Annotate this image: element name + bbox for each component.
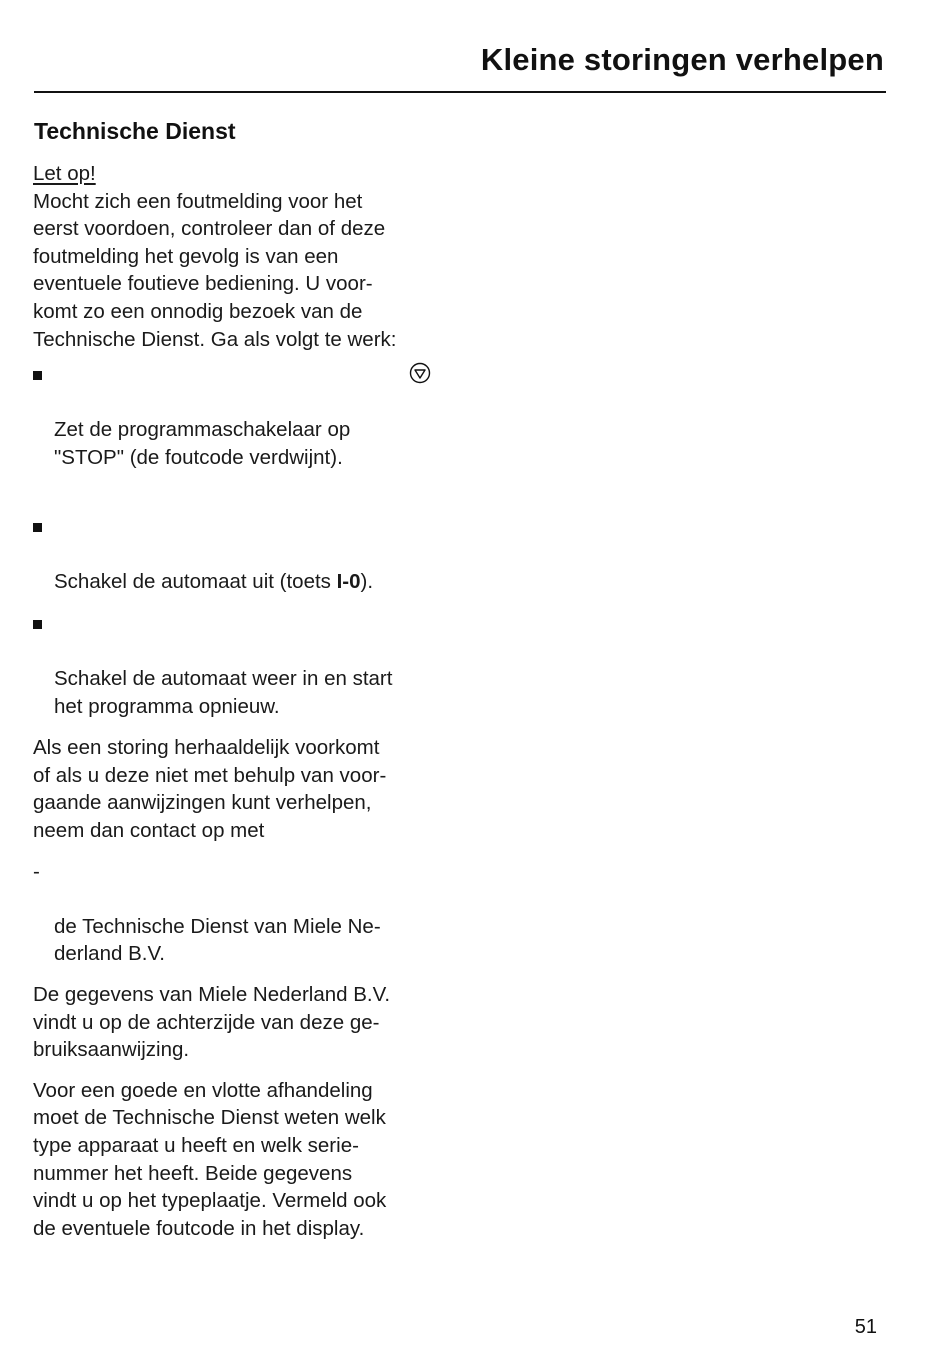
main-content bbox=[33, 160, 453, 1242]
bullet-icon bbox=[33, 371, 42, 380]
service-note: Voor een goede en vlotte afhandeling moet de Technische Dienst weten welk type apparaat u heeft en welk serie- nummer het heeft. Beide gegevens vindt u op het typeplaatje. Vermeld ook de eventuele foutcode in het display. bbox=[33, 1078, 387, 1240]
steps-list bbox=[33, 361, 453, 720]
section-title: Technische Dienst bbox=[34, 118, 236, 144]
address-note: De gegevens van Miele Nederland B.V. vindt u op de achterzijde van deze ge- bruiksaanwijzing. bbox=[33, 983, 391, 1062]
stop-symbol-icon bbox=[409, 362, 431, 384]
note-label: Let op! bbox=[33, 162, 96, 185]
contact-intro: Als een storing herhaaldelijk voorkomt of als u deze niet met behulp van voor- gaande aanwijzingen kunt verhelpen, neem dan contact op met bbox=[33, 736, 387, 843]
step-item bbox=[33, 610, 453, 720]
bullet-icon bbox=[33, 620, 42, 629]
page-number: 51 bbox=[854, 1316, 877, 1338]
step-text-end: ). bbox=[360, 570, 374, 594]
step-text: Zet de programmaschakelaar op "STOP" (de foutcode verdwijnt). bbox=[54, 418, 351, 469]
bullet-icon bbox=[33, 523, 42, 532]
header-divider bbox=[34, 91, 886, 93]
step-text: Schakel de automaat uit (toets bbox=[54, 570, 337, 594]
step-item bbox=[33, 513, 453, 596]
step-text: Schakel de automaat weer in en start het programma opnieuw. bbox=[54, 667, 393, 718]
page-header-title: Kleine storingen verhelpen bbox=[480, 42, 884, 77]
contact-list-item bbox=[33, 858, 453, 968]
note-text: Mocht zich een foutmelding voor het eerst voordoen, controleer dan of deze foutmelding het gevolg is van een eventuele foutieve bediening. U voor- komt zo een onnodig bezoek van de Technische Dienst. Ga als volgt te werk: bbox=[33, 189, 397, 351]
contact-item-text: de Technische Dienst van Miele Ne- derland B.V. bbox=[54, 914, 381, 966]
key-label: I-0 bbox=[336, 570, 361, 594]
dash-marker: - bbox=[33, 859, 40, 883]
step-item bbox=[33, 361, 453, 499]
